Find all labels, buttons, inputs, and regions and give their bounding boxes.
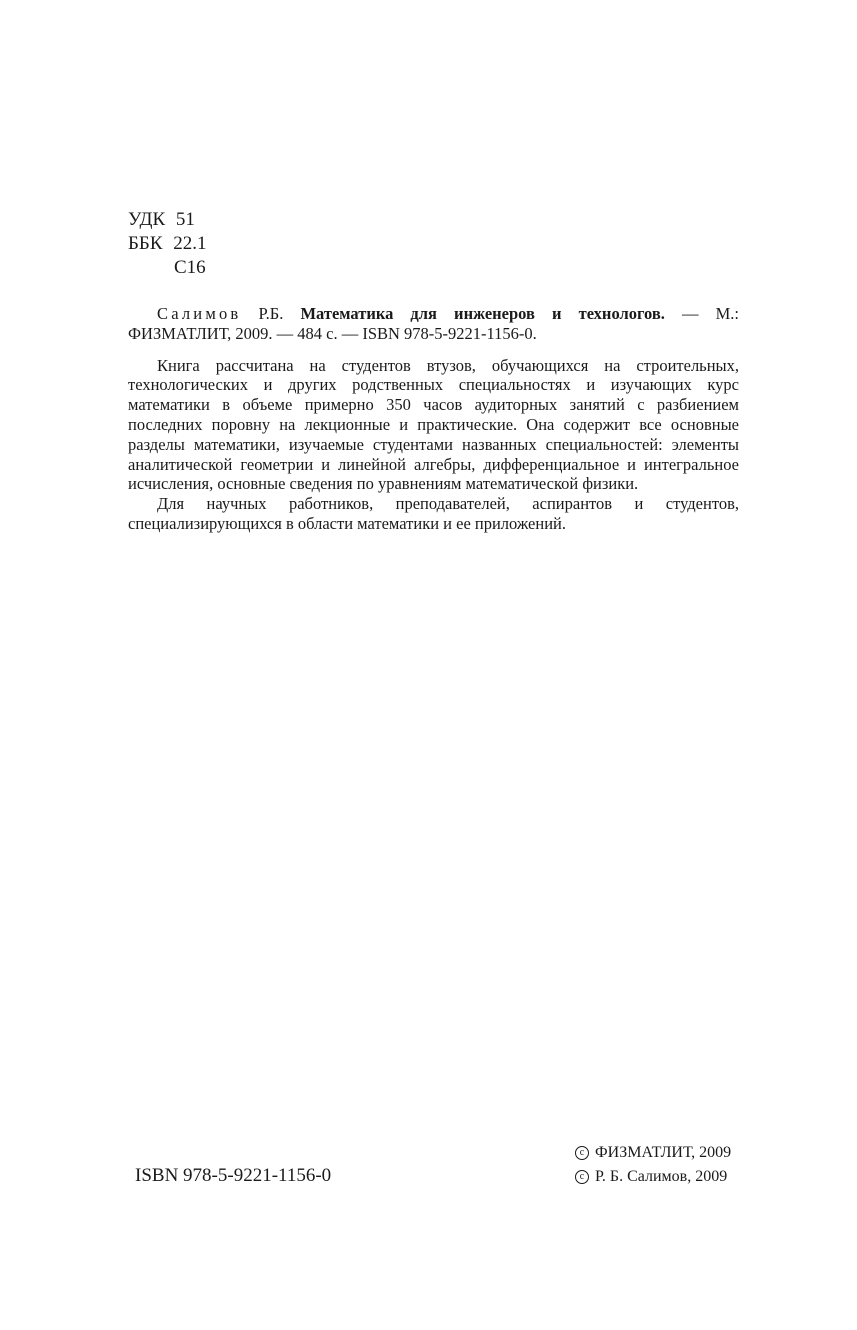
citation-dash: —: [682, 304, 699, 323]
copyright-author: Р. Б. Салимов, 2009: [595, 1168, 728, 1185]
bbk-label: ББК: [128, 233, 163, 254]
abstract-paragraph-2: Для научных работников, преподавателей, аспирантов и студентов, специализирующихся в области математики и ее приложений.: [128, 494, 739, 533]
udk-row: [128, 208, 207, 232]
classification-block: [128, 208, 207, 280]
citation-initials: Р.Б.: [258, 304, 284, 323]
bibliographic-record: [128, 304, 739, 534]
copyright-block: [575, 1141, 731, 1189]
spacer: [128, 344, 739, 356]
isbn-number: ISBN 978-5-9221-1156-0: [135, 1165, 332, 1186]
bbk-code: 22.1: [173, 233, 207, 254]
citation-imprint: М.: ФИЗМАТЛИТ, 2009. — 484 с. — ISBN 978-5-9221-1156-0.: [128, 304, 740, 343]
bbk-row: [128, 232, 207, 256]
citation-title: Математика для инженеров и технологов.: [300, 304, 665, 323]
udk-code: 51: [175, 209, 195, 230]
copyright-icon: c: [575, 1170, 589, 1184]
author-mark: С16: [174, 257, 206, 278]
citation: [128, 304, 739, 344]
abstract-paragraph-1: Книга рассчитана на студентов втузов, обучающихся на строительных, технологических и других родственных специальностях и изучающих курс математики в объеме примерно 350 часов аудиторных занятий с разбиением последних поровну на лекционные и практические. Она содержит все основные разделы математики, изучаемые студентами названных специальностей: элементы аналитической геометрии и линейной алгебры, дифференциальное и интегральное исчисления, основные сведения по уравнениям математической физики.: [128, 355, 739, 494]
citation-author: Салимов: [157, 304, 242, 323]
copyright-icon: c: [575, 1146, 589, 1160]
copyright-line-author: [575, 1165, 731, 1189]
copyright-publisher: ФИЗМАТЛИТ, 2009: [595, 1144, 732, 1161]
udk-label: УДК: [128, 209, 166, 230]
copyright-line-publisher: [575, 1141, 731, 1165]
